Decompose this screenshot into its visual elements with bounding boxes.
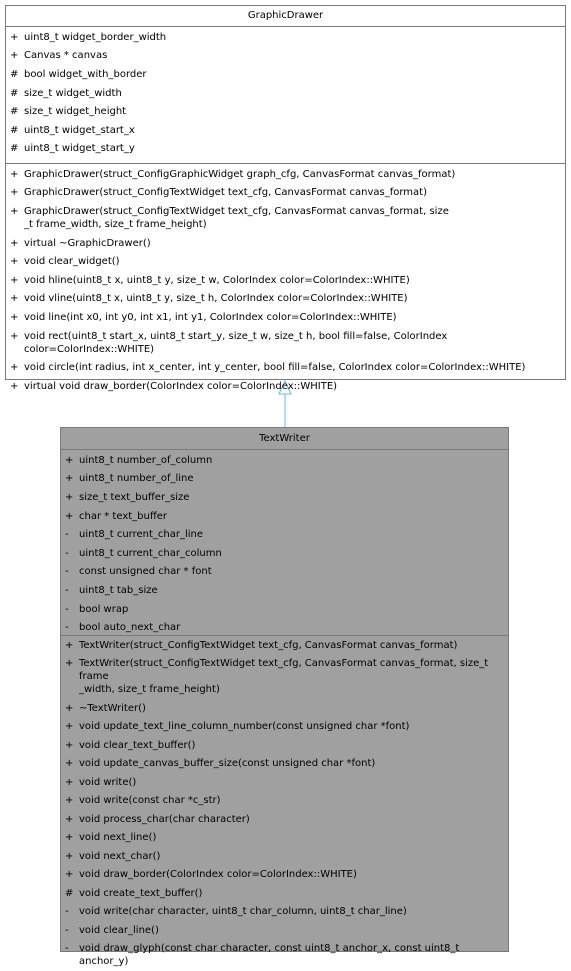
graphic-drawer-operation-member[interactable]: [6, 377, 565, 396]
member-signature: uint8_t widget_start_y: [24, 143, 135, 154]
text-writer-attributes: [61, 450, 508, 636]
visibility-marker: +: [65, 794, 75, 807]
visibility-marker: +: [10, 49, 20, 62]
visibility-marker: +: [65, 776, 75, 789]
visibility-marker: -: [65, 924, 75, 937]
visibility-marker: +: [65, 720, 75, 733]
text-writer-operation-member[interactable]: [61, 940, 508, 971]
member-signature: GraphicDrawer(struct_ConfigTextWidget text_cfg, CanvasFormat canvas_format, size _t frame_width, size_t frame_height): [24, 206, 449, 230]
visibility-marker: -: [65, 547, 75, 560]
graphic-drawer-attribute-member[interactable]: [6, 65, 565, 84]
visibility-marker: #: [10, 124, 20, 137]
member-signature: void write(): [79, 777, 136, 788]
text-writer-operation-member[interactable]: [61, 829, 508, 848]
text-writer-attribute-member[interactable]: [61, 507, 508, 526]
member-signature: const unsigned char * font: [79, 566, 212, 577]
visibility-marker: #: [10, 87, 20, 100]
visibility-marker: -: [65, 565, 75, 578]
visibility-marker: #: [65, 887, 75, 900]
text-writer-attribute-member[interactable]: [61, 488, 508, 507]
member-signature: void next_line(): [79, 832, 156, 843]
graphic-drawer-attribute-member[interactable]: [6, 47, 565, 66]
class-box-text-writer[interactable]: [60, 427, 509, 952]
text-writer-operation-member[interactable]: [61, 847, 508, 866]
member-signature: void vline(uint8_t x, uint8_t y, size_t h, ColorIndex color=ColorIndex::WHITE): [24, 293, 408, 304]
text-writer-attribute-member[interactable]: [61, 581, 508, 600]
visibility-marker: #: [10, 105, 20, 118]
visibility-marker: +: [65, 757, 75, 770]
text-writer-operation-member[interactable]: [61, 866, 508, 885]
graphic-drawer-attribute-member[interactable]: [6, 84, 565, 103]
text-writer-attribute-member[interactable]: [61, 525, 508, 544]
graphic-drawer-operation-member[interactable]: [6, 271, 565, 290]
member-signature: size_t widget_height: [24, 106, 126, 117]
member-signature: void draw_border(ColorIndex color=ColorIndex::WHITE): [79, 869, 357, 880]
member-signature: void next_char(): [79, 851, 160, 862]
visibility-marker: -: [65, 584, 75, 597]
visibility-marker: +: [10, 31, 20, 44]
visibility-marker: -: [65, 528, 75, 541]
member-signature: void process_char(char character): [79, 814, 250, 825]
visibility-marker: +: [65, 702, 75, 715]
visibility-marker: +: [10, 255, 20, 268]
member-signature: Canvas * canvas: [24, 50, 107, 61]
member-signature: void update_canvas_buffer_size(const unsigned char *font): [79, 758, 375, 769]
visibility-marker: +: [65, 831, 75, 844]
member-signature: void clear_text_buffer(): [79, 740, 195, 751]
text-writer-operation-member[interactable]: [61, 655, 508, 700]
class-name-graphic-drawer: GraphicDrawer: [6, 6, 565, 27]
visibility-marker: +: [65, 472, 75, 485]
visibility-marker: +: [10, 292, 20, 305]
member-signature: size_t text_buffer_size: [79, 492, 189, 503]
text-writer-operation-member[interactable]: [61, 792, 508, 811]
visibility-marker: +: [65, 454, 75, 467]
member-signature: void clear_line(): [79, 925, 159, 936]
member-signature: virtual void draw_border(ColorIndex color=ColorIndex::WHITE): [24, 381, 337, 392]
visibility-marker: #: [10, 68, 20, 81]
text-writer-attribute-member[interactable]: [61, 451, 508, 470]
member-signature: uint8_t number_of_column: [79, 455, 212, 466]
member-signature: GraphicDrawer(struct_ConfigGraphicWidget graph_cfg, CanvasFormat canvas_format): [24, 169, 455, 180]
member-signature: uint8_t tab_size: [79, 585, 158, 596]
visibility-marker: +: [10, 361, 20, 374]
visibility-marker: -: [65, 621, 75, 634]
member-signature: TextWriter(struct_ConfigTextWidget text_cfg, CanvasFormat canvas_format, size_t frame _width, size_t frame_height): [79, 658, 491, 695]
graphic-drawer-attribute-member[interactable]: [6, 102, 565, 121]
graphic-drawer-operation-member[interactable]: [6, 202, 565, 234]
visibility-marker: +: [10, 330, 20, 343]
member-signature: void create_text_buffer(): [79, 888, 202, 899]
member-signature: virtual ~GraphicDrawer(): [24, 238, 151, 249]
text-writer-operation-member[interactable]: [61, 884, 508, 903]
member-signature: void write(char character, uint8_t char_column, uint8_t char_line): [79, 906, 407, 917]
member-signature: ~TextWriter(): [79, 703, 146, 714]
member-signature: void line(int x0, int y0, int x1, int y1, ColorIndex color=ColorIndex::WHITE): [24, 312, 397, 323]
graphic-drawer-operation-member[interactable]: [6, 252, 565, 271]
visibility-marker: -: [65, 603, 75, 616]
text-writer-operation-member[interactable]: [61, 903, 508, 922]
text-writer-operation-member[interactable]: [61, 773, 508, 792]
visibility-marker: -: [65, 905, 75, 918]
visibility-marker: +: [65, 850, 75, 863]
graphic-drawer-operations: [6, 164, 565, 396]
member-signature: char * text_buffer: [79, 511, 167, 522]
graphic-drawer-attribute-member[interactable]: [6, 28, 565, 47]
graphic-drawer-operation-member[interactable]: [6, 165, 565, 184]
member-signature: void rect(uint8_t start_x, uint8_t start_y, size_t w, size_t h, bool fill=false, ColorIndex color=ColorIndex::WHITE): [24, 331, 450, 355]
member-signature: void draw_glyph(const char character, const uint8_t anchor_x, const uint8_t anchor_y): [79, 943, 463, 967]
member-signature: TextWriter(struct_ConfigTextWidget text_cfg, CanvasFormat canvas_format): [79, 640, 457, 651]
visibility-marker: +: [65, 491, 75, 504]
text-writer-attribute-member[interactable]: [61, 618, 508, 637]
member-signature: uint8_t widget_start_x: [24, 125, 135, 136]
visibility-marker: +: [10, 168, 20, 181]
visibility-marker: +: [65, 639, 75, 652]
class-box-graphic-drawer[interactable]: [5, 5, 566, 380]
member-signature: void write(const char *c_str): [79, 795, 221, 806]
graphic-drawer-operation-member[interactable]: [6, 234, 565, 253]
graphic-drawer-attribute-member[interactable]: [6, 140, 565, 159]
visibility-marker: +: [65, 813, 75, 826]
visibility-marker: #: [10, 142, 20, 155]
visibility-marker: +: [10, 380, 20, 393]
visibility-marker: +: [65, 657, 75, 670]
graphic-drawer-operation-member[interactable]: [6, 290, 565, 309]
text-writer-attribute-member[interactable]: [61, 600, 508, 619]
text-writer-operation-member[interactable]: [61, 921, 508, 940]
text-writer-attribute-member[interactable]: [61, 563, 508, 582]
member-signature: void hline(uint8_t x, uint8_t y, size_t w, ColorIndex color=ColorIndex::WHITE): [24, 275, 410, 286]
text-writer-operations: [61, 636, 508, 971]
member-signature: uint8_t widget_border_width: [24, 32, 166, 43]
member-signature: void update_text_line_column_number(const unsigned char *font): [79, 721, 409, 732]
visibility-marker: +: [10, 237, 20, 250]
member-signature: size_t widget_width: [24, 88, 122, 99]
graphic-drawer-operation-member[interactable]: [6, 308, 565, 327]
visibility-marker: +: [10, 186, 20, 199]
member-signature: bool auto_next_char: [79, 622, 180, 633]
visibility-marker: +: [10, 274, 20, 287]
visibility-marker: +: [65, 510, 75, 523]
visibility-marker: +: [65, 739, 75, 752]
visibility-marker: -: [65, 942, 75, 955]
visibility-marker: +: [10, 205, 20, 218]
text-writer-operation-member[interactable]: [61, 699, 508, 718]
member-signature: bool wrap: [79, 604, 128, 615]
class-name-text-writer: TextWriter: [61, 428, 508, 450]
member-signature: void circle(int radius, int x_center, int y_center, bool fill=false, ColorIndex color=ColorIndex::WHITE): [24, 362, 525, 373]
member-signature: uint8_t current_char_column: [79, 548, 222, 559]
graphic-drawer-operation-member[interactable]: [6, 358, 565, 377]
member-signature: uint8_t number_of_line: [79, 473, 194, 484]
text-writer-operation-member[interactable]: [61, 810, 508, 829]
text-writer-attribute-member[interactable]: [61, 544, 508, 563]
graphic-drawer-attributes: [6, 27, 565, 164]
visibility-marker: +: [65, 868, 75, 881]
text-writer-operation-member[interactable]: [61, 736, 508, 755]
member-signature: GraphicDrawer(struct_ConfigTextWidget text_cfg, CanvasFormat canvas_format): [24, 187, 427, 198]
graphic-drawer-operation-member[interactable]: [6, 184, 565, 203]
graphic-drawer-attribute-member[interactable]: [6, 121, 565, 140]
visibility-marker: +: [10, 311, 20, 324]
text-writer-operation-member[interactable]: [61, 718, 508, 737]
graphic-drawer-operation-member[interactable]: [6, 327, 565, 359]
text-writer-operation-member[interactable]: [61, 636, 508, 655]
text-writer-operation-member[interactable]: [61, 755, 508, 774]
member-signature: void clear_widget(): [24, 256, 120, 267]
member-signature: bool widget_with_border: [24, 69, 147, 80]
text-writer-attribute-member[interactable]: [61, 470, 508, 489]
member-signature: uint8_t current_char_line: [79, 529, 203, 540]
